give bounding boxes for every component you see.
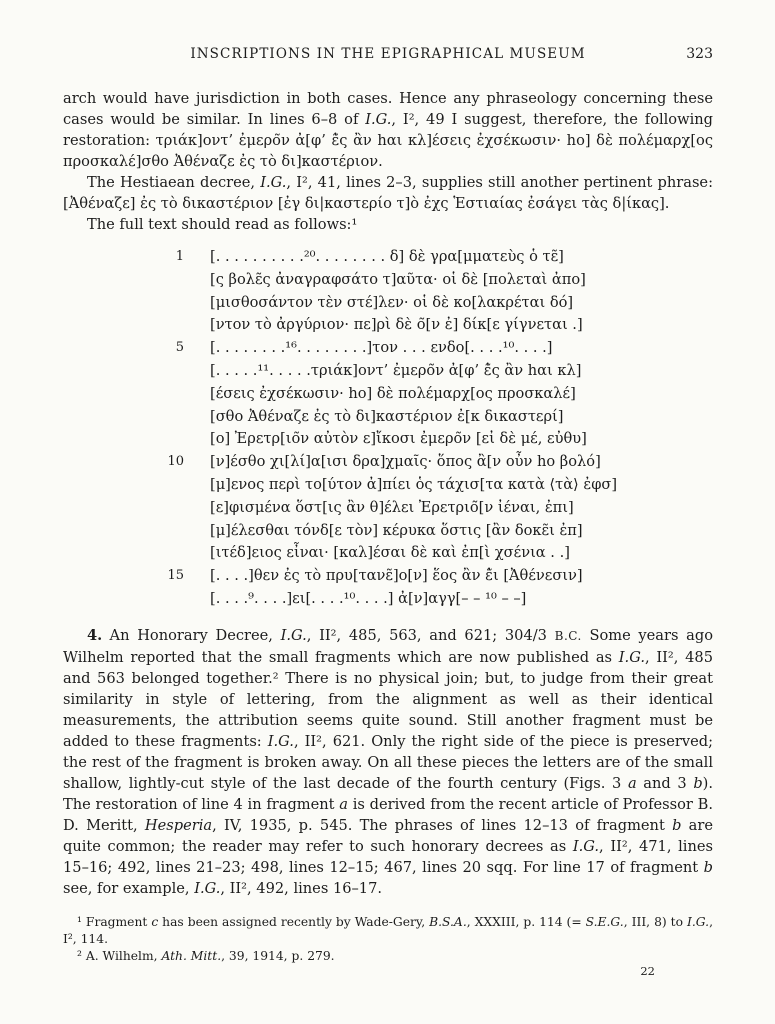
text-run: ). The restoration of line 4 in fragment <box>63 774 713 813</box>
greek-line-text: [. . . . . . . . . .²⁰. . . . . . . . δ] δὲ γρα[μματεὺς ὁ τε̃] <box>210 248 564 265</box>
greek-text-line <box>63 428 713 451</box>
text-run: I.G. <box>194 879 221 897</box>
greek-text-line <box>63 520 713 543</box>
text-run: , I², 49 I suggest, therefore, the following restoration: τριάκ]οντ’ ἐμερο̃ν ἀ[φ’ ἐ̃ς ἂν hαι κλ]έσεις ἐχσέκωσιν· hο] δὲ πολέμαρχ[ος προσκαλέ]σθο Ἀθέναζε ἐς τὸ δι]καστέριον. <box>63 111 713 170</box>
greek-text-line <box>63 337 713 360</box>
greek-text-line <box>63 588 713 611</box>
text-run: B.S.A. <box>429 914 467 929</box>
greek-text-line <box>63 451 713 474</box>
running-head <box>63 46 713 62</box>
greek-text-line <box>63 497 713 520</box>
text-run: see, for example, <box>63 879 195 897</box>
greek-line-text: [. . . .]θεν ἐς τὸ πρυ[τανε̃]ο[ν] ἕος ἂν ἐ̃ι [Ἀθένεσιν] <box>210 567 583 585</box>
text-run: , I², 41, lines 2–3, supplies still another pertinent phrase: [Ἀθέναζε] ἐς τὸ δικαστέριον [ἐγ δι|καστερίο τ]ὸ ἐχς Ἑστιαίας ἐσάγει τὰς δ|ίκας]. <box>63 174 713 212</box>
greek-line-text: [ν]έσθο χι[λί]α[ισι δρα]χμαῖς· ὅπος ἂ[ν οὖν hο βολό] <box>210 453 601 471</box>
text-run: 4. <box>87 626 103 644</box>
line-number <box>63 314 210 337</box>
greek-line-text: [μισθοσάντον τὲν στέ]λεν· οἱ δὲ κο[λακρέται δό] <box>210 293 574 311</box>
paragraph-continuation <box>63 88 713 172</box>
footnote-1 <box>63 914 713 948</box>
greek-text-line <box>63 406 713 429</box>
greek-line-text: [μ]ενος περὶ το[ύτον ἀ]πίει ὁς τάχισ[τα κατὰ ⟨τὰ⟩ ἐφσ] <box>210 475 618 493</box>
text-run: An Honorary Decree, <box>102 626 281 644</box>
line-number <box>63 428 210 451</box>
greek-text-line <box>63 542 713 565</box>
text-run: , II², 485 and 563 belonged together.² There is no physical join; but, to judge from their great similarity in style of lettering, from the alignment as well as their identical measurements, the attribution seems quite sound. Still another fragment must be added to these fragments: <box>63 648 714 750</box>
line-number: 10 <box>167 454 184 470</box>
line-number <box>63 474 210 497</box>
text-run: b <box>672 816 682 834</box>
line-number <box>63 497 210 520</box>
greek-text-line <box>63 383 713 406</box>
intro-paragraphs <box>63 88 713 235</box>
greek-text-line <box>63 314 713 337</box>
text-run: , II², 471, lines 15–16; 492, lines 21–23; 498, lines 12–15; 467, lines 20 sqq. For line 17 of fragment <box>63 837 713 876</box>
text-run: , XXXIII, p. 114 (= <box>466 914 586 929</box>
section-4-paragraphs <box>63 625 713 899</box>
line-number <box>63 360 210 383</box>
greek-text-line <box>63 474 713 497</box>
text-run: I.G. <box>260 174 287 191</box>
paragraph-full-text-intro <box>63 214 713 235</box>
paragraph-section-4 <box>63 625 713 899</box>
greek-line-text: [ς βολε̃ς ἀναγραφσάτο τ]αῦτα· οἱ δὲ [πολεταὶ ἀπο] <box>210 270 586 288</box>
footnote-2 <box>63 948 713 965</box>
text-run: Hesperia <box>144 816 213 834</box>
text-run: , I², 114. <box>63 914 713 946</box>
greek-text-line <box>63 360 713 383</box>
text-run: I.G. <box>572 837 600 855</box>
greek-text-line <box>63 565 713 588</box>
text-run: , IV, 1935, p. 545. The phrases of lines 12–13 of fragment <box>212 816 673 834</box>
text-run: I.G. <box>267 732 294 750</box>
text-run: B.C. <box>554 628 582 643</box>
text-run: is derived from the recent article of Professor B. D. Meritt, <box>63 795 713 834</box>
text-run: I.G. <box>365 111 392 128</box>
text-run: , II², 492, lines 16–17. <box>220 879 383 897</box>
text-run: , II², 485, 563, and 621; 304/3 <box>306 626 555 644</box>
line-number <box>63 383 210 406</box>
text-run: The full text should read as follows:¹ <box>87 216 358 233</box>
line-number <box>63 292 210 315</box>
greek-line-text: [μ]έλεσθαι τόνδ[ε τὸν] κέρυκα ὅστις [ἂν δοκε̃ι ἐπ] <box>210 521 583 539</box>
greek-line-text: [. . . . .¹¹. . . . .τριάκ]οντ’ ἐμερο̃ν ἀ[φ’ ἐ̃ς ἂν hαι κλ] <box>210 361 582 379</box>
line-number: 5 <box>175 340 184 356</box>
text-run: ¹ Fragment <box>77 914 152 929</box>
text-run: , II², 621. Only the right side of the piece is preserved; the rest of the fragment is broken away. On all these pieces the letters are of the small shallow, lightly-cut style of the last decade of the fourth century (Figs. 3 <box>63 732 713 792</box>
text-run: Some years ago Wilhelm reported that the small fragments which are now published as <box>63 626 713 666</box>
text-run: a <box>339 795 348 813</box>
footnotes <box>63 914 713 965</box>
text-run: c <box>151 914 159 929</box>
line-number <box>63 542 210 565</box>
line-number <box>63 269 210 292</box>
greek-text-line <box>63 269 713 292</box>
text-run: I.G. <box>618 648 645 666</box>
text-run: b <box>703 858 713 876</box>
page-number: 323 <box>686 46 713 62</box>
greek-inscription-block <box>63 246 713 611</box>
greek-text-line <box>63 246 713 269</box>
text-run: are quite common; the reader may refer to such honorary decrees as <box>63 816 713 855</box>
greek-line-text: [. . . .⁹. . . .]ει[. . . .¹⁰. . . .] ἀ[ν]αγγ[– – ¹⁰ – –] <box>210 589 527 607</box>
line-number <box>63 588 210 611</box>
signature-mark: 22 <box>640 964 655 978</box>
paragraph-hestiaean-decree <box>63 172 713 214</box>
running-head-title: INSCRIPTIONS IN THE EPIGRAPHICAL MUSEUM <box>190 46 586 62</box>
greek-line-text: [έσεις ἐχσέκωσιν· hο] δὲ πολέμαρχ[ος προσκαλέ] <box>210 384 576 402</box>
text-run: ² A. Wilhelm, <box>77 948 162 963</box>
text-run: The Hestiaean decree, <box>87 174 261 191</box>
greek-text-line <box>63 292 713 315</box>
greek-line-text: [. . . . . . . .¹⁶. . . . . . . .]τον . . . ενδο[. . . .¹⁰. . . .] <box>210 339 553 357</box>
text-run: and 3 <box>636 774 694 792</box>
greek-line-text: [ιτέδ]ειος εἶναι· [καλ]έσαι δὲ καὶ ἐπ[ὶ χσένια . .] <box>210 544 570 562</box>
text-run: a <box>627 774 637 792</box>
greek-line-text: [ντον τὸ ἀργύριον· πε]ρὶ δὲ ο̃[ν ἐ] δίκ[ε γίγνεται .] <box>210 316 583 334</box>
text-run: , 39, 1914, p. 279. <box>221 948 335 963</box>
page-body <box>63 88 713 965</box>
text-run: Ath. Mitt. <box>161 948 222 963</box>
text-run: has been assigned recently by Wade-Gery, <box>158 914 430 929</box>
line-number <box>63 520 210 543</box>
text-run: I.G. <box>280 626 307 644</box>
line-number: 1 <box>175 249 184 264</box>
text-run: arch would have jurisdiction in both cases. Hence any phraseology concerning these cases would be similar. In lines 6–8 of <box>63 90 713 128</box>
text-run: S.E.G. <box>585 914 624 929</box>
text-run: b <box>693 774 703 792</box>
line-number: 15 <box>167 568 184 584</box>
greek-line-text: [σθο Ἀθέναζε ἐς τὸ δι]καστέριον ἐ[κ δικαστερί] <box>210 407 564 425</box>
greek-line-text: [ο] Ἐρετρ[ιο̃ν αὐτὸν ε]ἴκοσι ἐμερο̃ν [εἰ δὲ μέ, εὐθυ] <box>210 430 587 448</box>
greek-line-text: [ε]φισμένα ὅστ[ις ἂν θ]έλει Ἐρετριο̃[ν ἰέναι, ἐπι] <box>210 498 574 516</box>
line-number <box>63 406 210 429</box>
text-run: , III, 8) to <box>623 914 687 929</box>
text-run: I.G. <box>687 914 710 929</box>
